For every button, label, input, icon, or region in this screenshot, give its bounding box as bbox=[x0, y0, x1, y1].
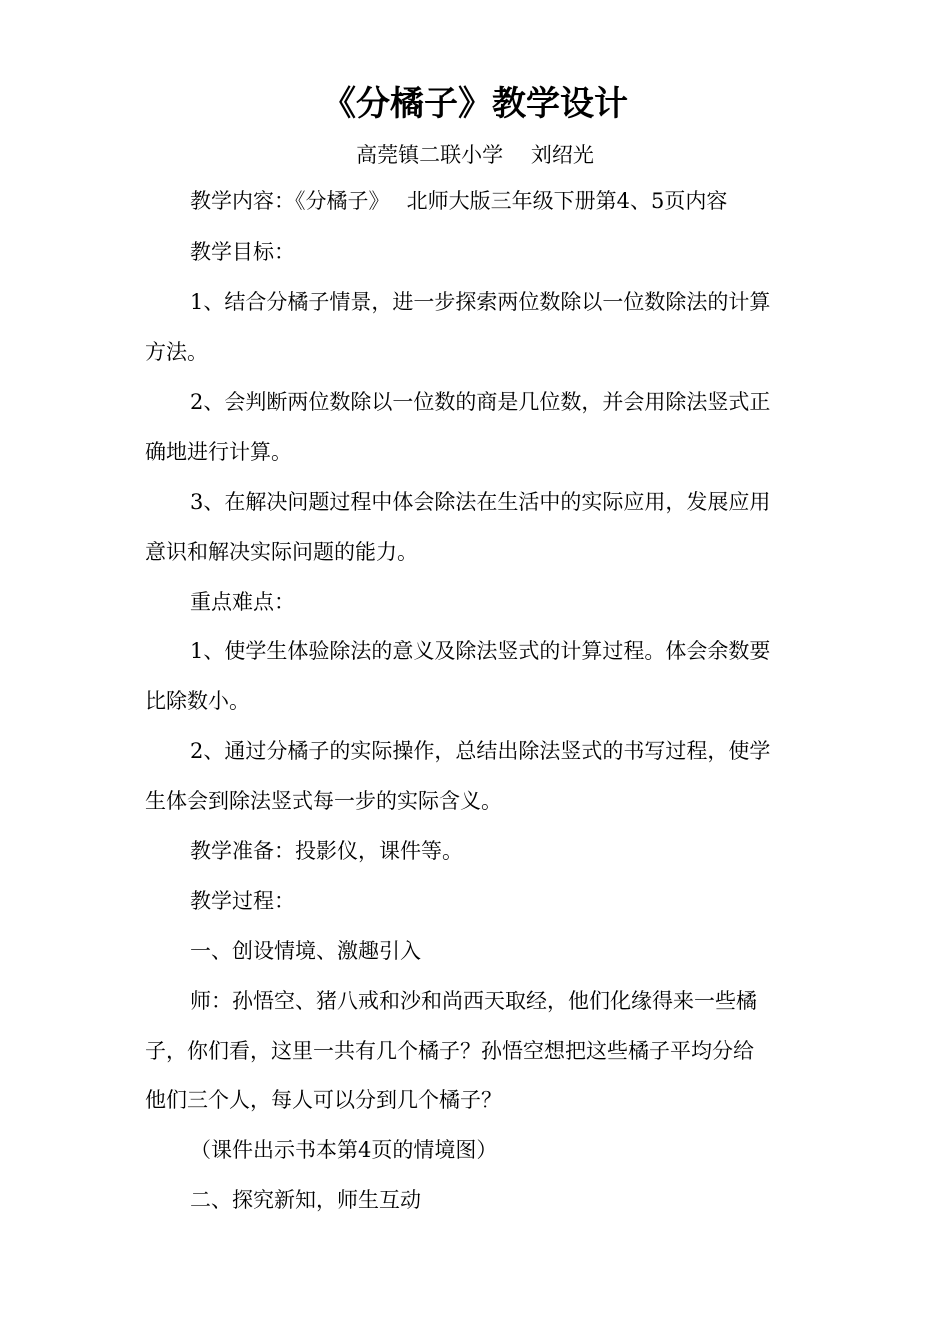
paragraph-line: 师：孙悟空、猪八戒和沙和尚西天取经，他们化缘得来一些橘 bbox=[190, 989, 757, 1013]
key-points-heading: 重点难点： bbox=[190, 590, 295, 614]
author-line: 高莞镇二联小学 刘绍光 bbox=[356, 143, 594, 167]
paragraph-line: 1、使学生体验除法的意义及除法竖式的计算过程。体会余数要 bbox=[190, 639, 771, 663]
paragraph-line: 意识和解决实际问题的能力。 bbox=[145, 540, 418, 564]
section-heading: 二、探究新知，师生互动 bbox=[190, 1188, 421, 1212]
paragraph-line: 1、结合分橘子情景，进一步探索两位数除以一位数除法的计算 bbox=[190, 290, 771, 314]
process-heading: 教学过程： bbox=[190, 889, 295, 913]
paragraph-line: 2、会判断两位数除以一位数的商是几位数，并会用除法竖式正 bbox=[190, 390, 771, 414]
section-heading: 一、创设情境、激趣引入 bbox=[190, 939, 421, 963]
paragraph-line: 3、在解决问题过程中体会除法在生活中的实际应用，发展应用 bbox=[190, 490, 771, 514]
teaching-goals-heading: 教学目标： bbox=[190, 240, 295, 264]
paragraph-line: 方法。 bbox=[145, 340, 208, 364]
document-title: 《分橘子》教学设计 bbox=[322, 84, 628, 124]
paragraph-line: 他们三个人，每人可以分到几个橘子？ bbox=[145, 1088, 502, 1112]
paragraph-line: 生体会到除法竖式每一步的实际含义。 bbox=[145, 789, 502, 813]
paragraph-line: 确地进行计算。 bbox=[145, 440, 292, 464]
paragraph-line: 比除数小。 bbox=[145, 689, 250, 713]
preparation-line: 教学准备：投影仪，课件等。 bbox=[190, 839, 463, 863]
paragraph-line: 子，你们看，这里一共有几个橘子？孙悟空想把这些橘子平均分给 bbox=[145, 1039, 754, 1063]
paragraph-line: 2、通过分橘子的实际操作，总结出除法竖式的书写过程，使学 bbox=[190, 739, 771, 763]
paragraph-line: （课件出示书本第4页的情境图） bbox=[190, 1138, 498, 1162]
teaching-content-line: 教学内容：《分橘子》 北师大版三年级下册第4、5页内容 bbox=[190, 189, 728, 213]
